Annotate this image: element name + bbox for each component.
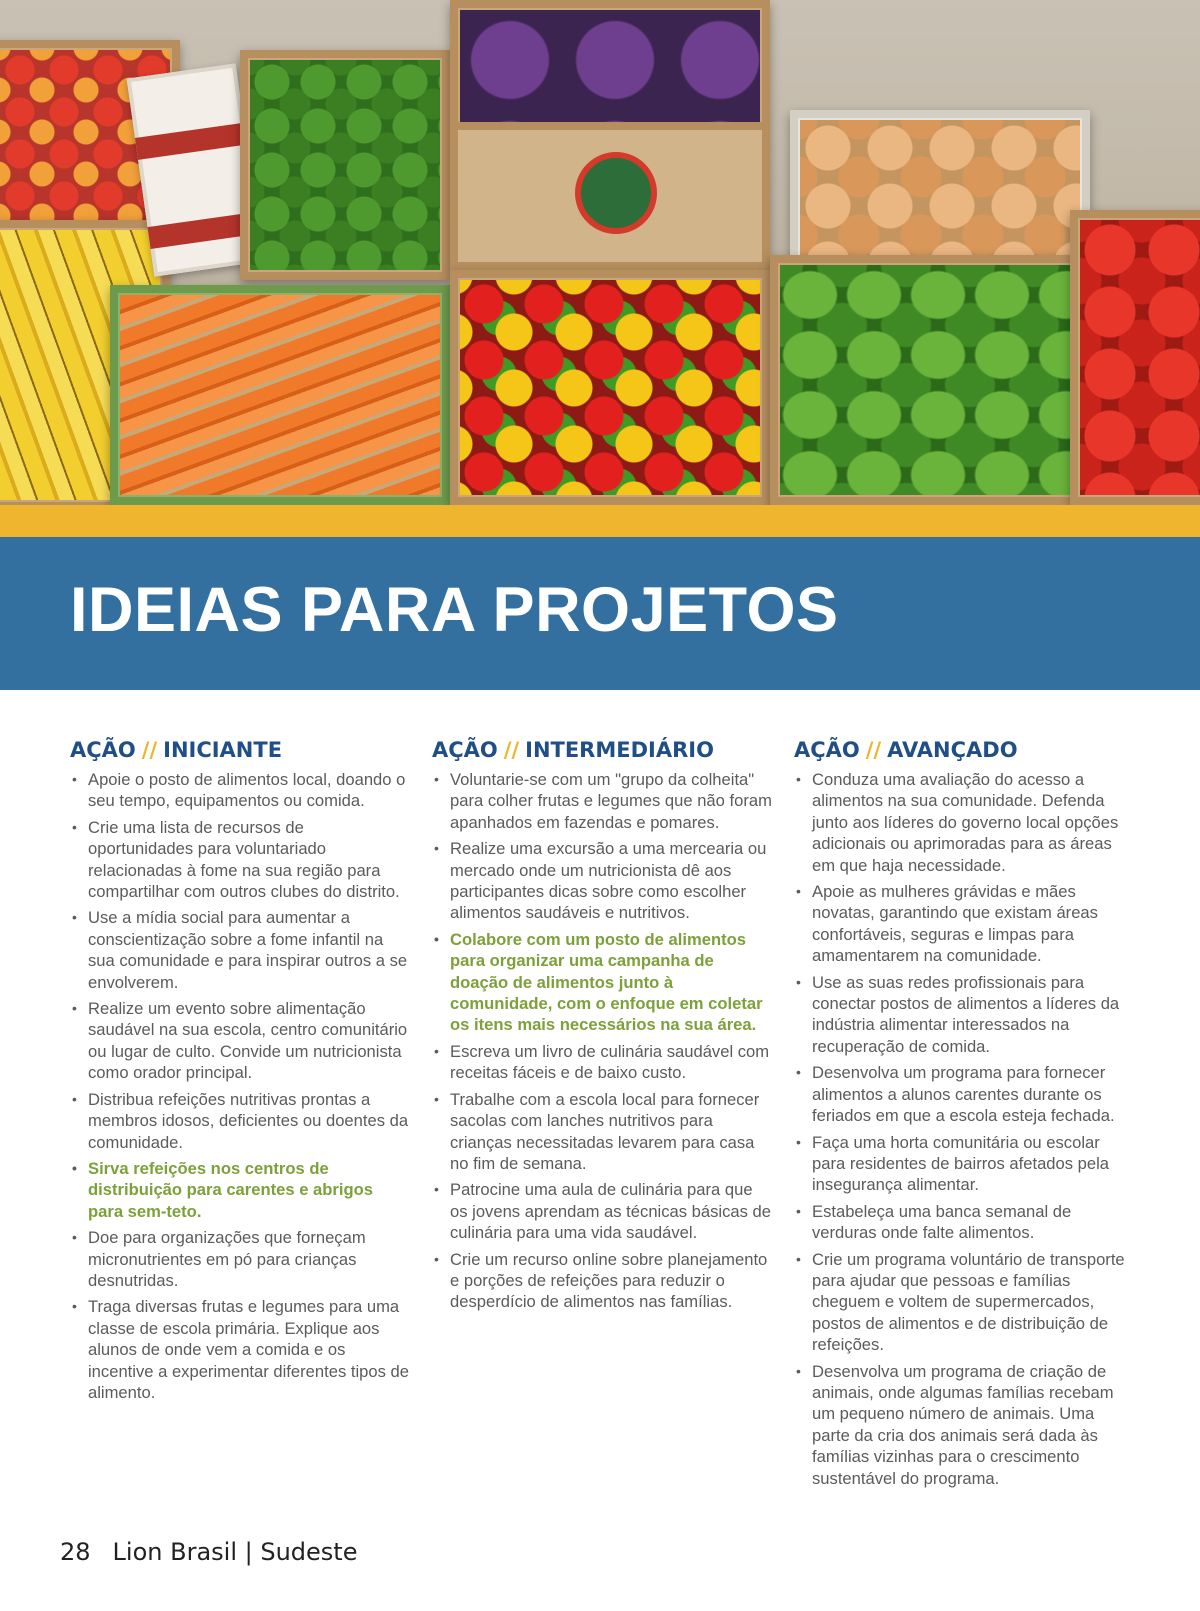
heading-prefix: AÇÃO: [794, 738, 860, 762]
heading-prefix: AÇÃO: [70, 738, 136, 762]
list-item: • Conduza uma avaliação do acesso a alimentos na sua comunidade. Defenda junto aos líderes do governo local opções adicionais ou aprimoradas para as áreas em que haja necessidade.: [794, 769, 1134, 876]
page-title: IDEIAS PARA PROJETOS: [70, 575, 839, 645]
heading-level: INTERMEDIÁRIO: [525, 738, 714, 762]
tomato-box-with-cabbage: [450, 0, 770, 270]
tomatoes-crate: [1070, 210, 1200, 505]
column-iniciante: [70, 738, 410, 1408]
list-item: • Estabeleça uma banca semanal de verduras onde falte alimentos.: [794, 1201, 1134, 1244]
list-item: • Crie um recurso online sobre planejamento e porções de refeições para reduzir o desperdício de alimentos nas famílias.: [432, 1249, 772, 1313]
list-item: • Sirva refeições nos centros de distribuição para carentes e abrigos para sem-teto.: [70, 1158, 410, 1222]
ideas-list: [794, 769, 1134, 1489]
list-item: • Use a mídia social para aumentar a conscientização sobre a fome infantil na sua comunidade e para inspirar outros a se envolverem.: [70, 907, 410, 993]
column-intermediario: [432, 738, 772, 1318]
list-item: • Doe para organizações que forneçam micronutrientes em pó para crianças desnutridas.: [70, 1227, 410, 1291]
list-item: • Voluntarie-se com um "grupo da colheita" para colher frutas e legumes que não foram apanhados em fazendas e pomares.: [432, 769, 772, 833]
heading-separator: //: [503, 738, 520, 762]
list-item: • Apoie as mulheres grávidas e mães novatas, garantindo que existam áreas confortáveis, seguras e limpas para amamentarem na comunidade.: [794, 881, 1134, 967]
page-number: 28: [60, 1538, 91, 1566]
list-item: • Use as suas redes profissionais para conectar postos de alimentos a líderes da indústria alimentar interessados na recuperação de comida.: [794, 972, 1134, 1058]
heading-separator: //: [141, 738, 158, 762]
list-item: • Desenvolva um programa de criação de animais, onde algumas famílias recebam um pequeno número de animais. Uma parte da cria dos animais será dada às famílias vizinhas para o crescimento sustentável do programa.: [794, 1361, 1134, 1489]
list-item: • Trabalhe com a escola local para fornecer sacolas com lanches nutritivos para crianças necessitadas levarem para casa no fim de semana.: [432, 1089, 772, 1175]
column-heading: [794, 738, 1134, 762]
list-item: • Desenvolva um programa para fornecer alimentos a alunos carentes durante os feriados em que a escola esteja fechada.: [794, 1062, 1134, 1126]
heading-level: AVANÇADO: [887, 738, 1018, 762]
broccoli-crate: [240, 50, 450, 280]
list-item: • Colabore com um posto de alimentos para organizar uma campanha de doação de alimentos junto à comunidade, com o enfoque em coletar os itens mais necessários na sua área.: [432, 929, 772, 1036]
title-band: [0, 537, 1200, 690]
list-item: • Realize um evento sobre alimentação saudável na sua escola, centro comunitário ou lugar de culto. Convide um nutricionista como orador principal.: [70, 998, 410, 1084]
peppers-crate: [450, 270, 770, 505]
hero-photo: [0, 0, 1200, 505]
list-item: • Crie um programa voluntário de transporte para ajudar que pessoas e famílias cheguem e voltem de supermercados, postos de alimentos e de distribuição de refeições.: [794, 1249, 1134, 1356]
column-heading: [70, 738, 410, 762]
list-item: • Apoie o posto de alimentos local, doando o seu tempo, equipamentos ou comida.: [70, 769, 410, 812]
page-footer: [60, 1538, 357, 1566]
list-item: • Realize uma excursão a uma mercearia ou mercado onde um nutricionista dê aos participantes dicas sobre como escolher alimentos saudáveis e nutritivos.: [432, 838, 772, 924]
heading-prefix: AÇÃO: [432, 738, 498, 762]
carrots-crate: [110, 285, 450, 505]
list-item: • Traga diversas frutas e legumes para uma classe de escola primária. Explique aos alunos de onde vem a comida e os incentive a experimentar diferentes tipos de alimento.: [70, 1296, 410, 1403]
publication-name: Lion Brasil | Sudeste: [112, 1538, 358, 1566]
heading-level: INICIANTE: [163, 738, 283, 762]
column-avancado: [794, 738, 1134, 1494]
list-item: • Patrocine uma aula de culinária para que os jovens aprendam as técnicas básicas de culinária para uma vida saudável.: [432, 1179, 772, 1243]
list-item: • Distribua refeições nutritivas prontas a membros idosos, deficientes ou doentes da comunidade.: [70, 1089, 410, 1153]
gold-stripe: [0, 505, 1200, 537]
greens-crate: [770, 255, 1100, 505]
ideas-list: [70, 769, 410, 1403]
heading-separator: //: [865, 738, 882, 762]
column-heading: [432, 738, 772, 762]
ideas-list: [432, 769, 772, 1313]
list-item: • Crie uma lista de recursos de oportunidades para voluntariado relacionadas à fome na sua região para compartilhar com outros clubes do distrito.: [70, 817, 410, 903]
list-item: • Escreva um livro de culinária saudável com receitas fáceis e de baixo custo.: [432, 1041, 772, 1084]
list-item: • Faça uma horta comunitária ou escolar para residentes de bairros afetados pela insegurança alimentar.: [794, 1132, 1134, 1196]
